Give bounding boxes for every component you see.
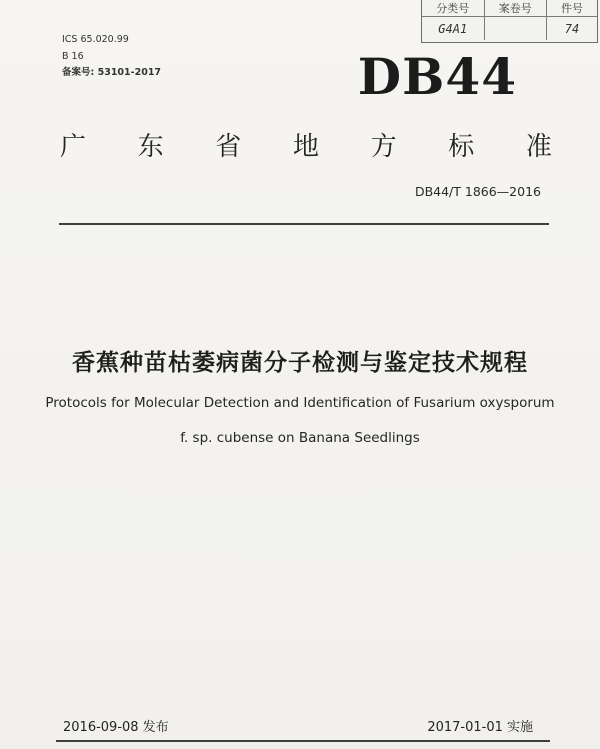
stamp-header-item-no: 件号 — [547, 0, 597, 17]
document-title-english-line1: Protocols for Molecular Detection and Identification of Fusarium oxysporum — [45, 395, 555, 411]
stamp-value-class-no: G4A1 — [422, 17, 485, 40]
standard-number: DB44/T 1866—2016 — [414, 184, 541, 199]
standard-type-char: 地 — [292, 132, 319, 162]
classification-stamp-table — [421, 0, 598, 43]
standard-type-char: 东 — [137, 132, 164, 162]
standard-type-char: 省 — [215, 132, 242, 162]
standard-type-char: 标 — [448, 132, 475, 162]
ccs-code: B 16 — [62, 51, 84, 62]
footer-divider — [56, 740, 550, 742]
document-title-chinese: 香蕉种苗枯萎病菌分子检测与鉴定技术规程 — [72, 350, 528, 376]
stamp-value-item-no: 74 — [564, 21, 580, 36]
stamp-header-file-no: 案卷号 — [485, 0, 548, 17]
implementation-date: 2017-01-01 实施 — [427, 720, 533, 735]
ics-code: ICS 65.020.99 — [62, 34, 129, 45]
standard-type-char: 广 — [59, 132, 86, 162]
standard-type-heading — [56, 126, 556, 163]
record-number: 备案号: 53101-2017 — [62, 67, 162, 78]
standard-code-logo: DB44 — [357, 47, 517, 106]
standard-type-char: 方 — [370, 132, 397, 162]
stamp-header-class-no: 分类号 — [422, 0, 485, 17]
issue-date: 2016-09-08 发布 — [63, 720, 169, 735]
header-divider — [59, 223, 549, 225]
standard-type-char: 准 — [525, 132, 552, 162]
stamp-value-file-no — [485, 17, 548, 40]
document-title-english-line2: f. sp. cubense on Banana Seedlings — [180, 430, 420, 446]
